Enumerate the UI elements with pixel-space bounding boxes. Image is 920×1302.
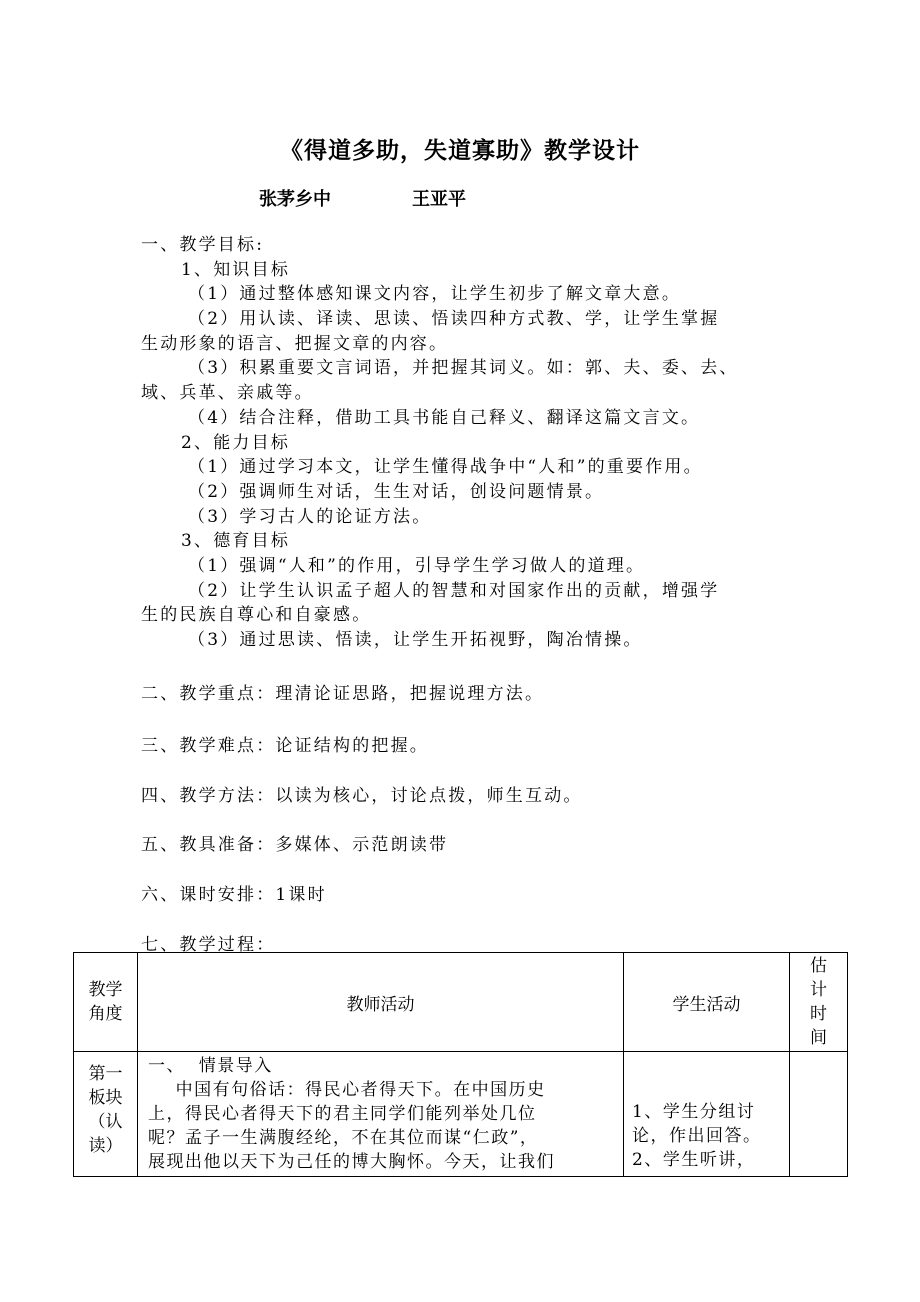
student-line-2: 论，作出回答。: [632, 1126, 762, 1146]
ability-item-3: （3）学习古人的论证方法。: [188, 506, 432, 527]
knowledge-item-3b: 域、兵革、亲戚等。: [141, 383, 314, 404]
teaching-focus: 二、教学重点：理清论证思路，把握说理方法。: [141, 684, 545, 704]
header-angle-line-1: 教学: [88, 980, 123, 1000]
moral-item-2b: 生的民族自尊心和自豪感。: [141, 605, 372, 626]
header-angle-line-2: 角度: [88, 1004, 123, 1024]
teaching-process-table: [73, 952, 848, 1177]
header-teaching-angle: [74, 953, 138, 1052]
ability-item-2: （2）强调师生对话，生生对话，创设问题情景。: [188, 481, 605, 502]
school-name: 张茅乡中: [259, 189, 331, 210]
block-label-line-1: 第一: [88, 1064, 123, 1084]
objectives-heading: 一、教学目标:: [141, 235, 265, 255]
knowledge-item-2b: 生动形象的语言、把握文章的内容。: [141, 333, 449, 354]
header-time-line-4: 间: [810, 1028, 827, 1048]
student-line-3: 2、学生听讲，: [632, 1150, 756, 1170]
moral-item-1: （1）强调“人和”的作用，引导学生学习做人的道理。: [188, 555, 646, 576]
ability-item-1: （1）通过学习本文，让学生懂得战争中“人和”的重要作用。: [188, 457, 703, 478]
knowledge-item-4: （4）结合注释，借助工具书能自己释义、翻译这篇文言文。: [188, 407, 701, 428]
class-schedule: 六、课时安排：1课时: [141, 885, 327, 905]
knowledge-item-3a: （3）积累重要文言词语，并把握其词义。如：郭、夫、委、去、: [188, 358, 739, 379]
teacher-line-2: 中国有句俗话：得民心者得天下。在中国历史: [148, 1080, 546, 1100]
header-time-line-2: 计: [810, 980, 827, 1000]
author-name: 王亚平: [412, 189, 466, 210]
student-line-1: 1、学生分组讨: [632, 1102, 756, 1122]
teaching-process-heading: 七、教学过程：: [141, 935, 276, 955]
knowledge-item-2a: （2）用认读、译读、思读、悟读四种方式教、学，让学生掌握: [188, 309, 720, 330]
table-header-row: [74, 953, 848, 1052]
estimated-time-cell: [790, 1052, 848, 1177]
table-row: [74, 1052, 848, 1177]
header-student-activity: 学生活动: [624, 953, 790, 1052]
block-label-line-3: （认: [88, 1112, 123, 1132]
moral-item-3: （3）通过思读、悟读，让学生开拓视野，陶冶情操。: [188, 630, 643, 650]
knowledge-item-1: （1）通过整体感知课文内容，让学生初步了解文章大意。: [188, 284, 682, 305]
ability-label: 2、能力目标: [181, 432, 291, 453]
teacher-activity-cell: [138, 1052, 624, 1177]
teaching-method: 四、教学方法：以读为核心，讨论点拨，师生互动。: [141, 786, 583, 806]
student-activity-cell: [624, 1052, 790, 1177]
teacher-line-5: 展现出他以天下为己任的博大胸怀。今天，让我们: [148, 1152, 555, 1172]
document-title: 《得道多助，失道寡助》教学设计: [280, 138, 640, 164]
block-label-cell: [74, 1052, 138, 1177]
teacher-line-1: 一、 情景导入: [148, 1056, 273, 1076]
teaching-tools: 五、教具准备：多媒体、示范朗读带: [141, 835, 449, 855]
block-label-line-2: 板块: [88, 1088, 123, 1108]
header-time-line-1: 估: [810, 956, 827, 976]
moral-label: 3、德育目标: [181, 531, 291, 552]
header-time-line-3: 时: [810, 1004, 827, 1024]
teaching-difficulty: 三、教学难点：论证结构的把握。: [141, 736, 429, 756]
teacher-line-4: 呢？孟子一生满腹经纶，不在其位而谋“仁政”，: [148, 1128, 539, 1148]
header-teacher-activity: 教师活动: [138, 953, 624, 1052]
knowledge-label: 1、知识目标: [181, 259, 291, 280]
block-label-line-4: 读）: [88, 1136, 123, 1156]
header-estimated-time: [790, 953, 848, 1052]
objectives-section: [141, 233, 801, 653]
moral-item-2a: （2）让学生认识孟子超人的智慧和对国家作出的贡献，增强学: [188, 580, 720, 601]
teacher-line-3: 上，得民心者得天下的君主同学们能列举处几位: [148, 1104, 537, 1124]
